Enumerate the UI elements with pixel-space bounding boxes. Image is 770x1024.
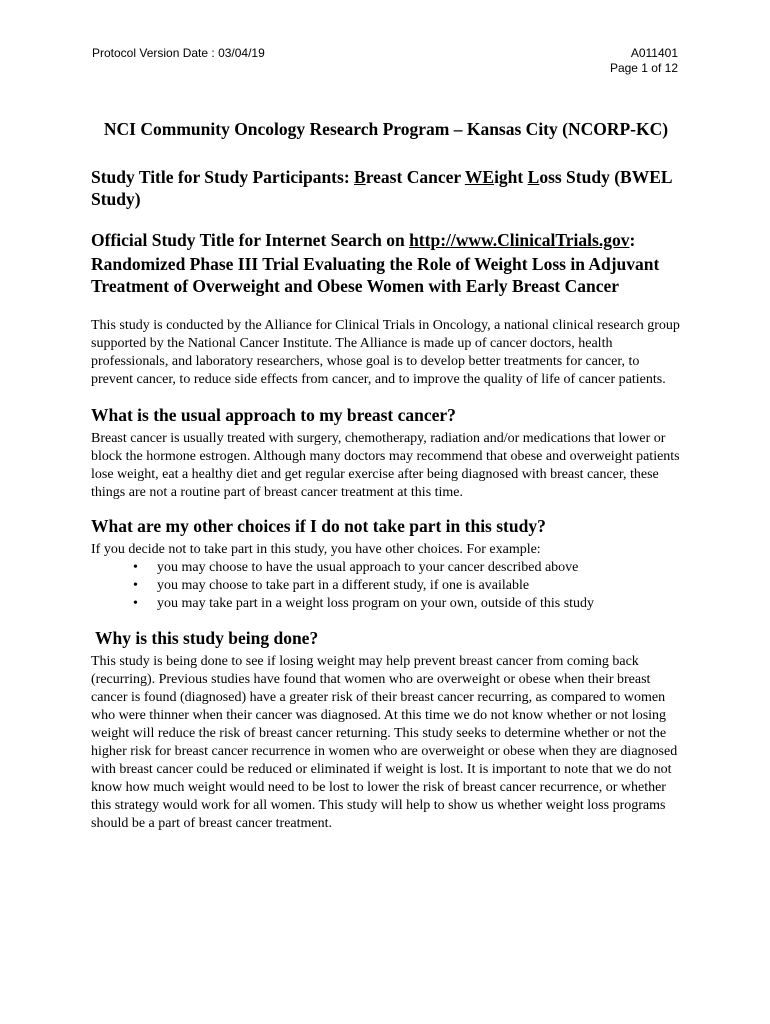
study-title-we: WE (464, 167, 495, 187)
protocol-version-date: Protocol Version Date : 03/04/19 (92, 46, 265, 60)
official-title-line (91, 229, 681, 251)
bullet-icon: • (133, 578, 138, 593)
official-study-name: Randomized Phase III Trial Evaluating the Role of Weight Loss in Adjuvant Treatment of Overweight and Obese Women with Early Breast Cancer (91, 254, 660, 296)
study-title-prefix: Study Title for Study Participants: (91, 167, 355, 187)
list-item (133, 595, 681, 613)
clinicaltrials-link[interactable]: http://www.ClinicalTrials.gov (409, 230, 630, 250)
study-title-end: oss Study (BWEL Study) (91, 167, 672, 209)
list-item (133, 577, 681, 595)
study-title-mid1: reast Cancer (365, 167, 465, 187)
bullet-icon: • (133, 560, 138, 575)
study-title-mid2: ight (494, 167, 528, 187)
page-number: Page 1 of 12 (609, 61, 678, 75)
organization-title: NCI Community Oncology Research Program – Kansas City (NCORP-KC) (103, 119, 669, 139)
study-title (91, 166, 681, 210)
usual-approach-body: Breast cancer is usually treated with surgery, chemotherapy, radiation and/or medications that lower or block the hormone estrogen. Although many doctors may recommend that obese and overweight patients lose weight, eat a healthy diet and get regular exercise after being diagnosed with breast cancer, these things are not a routine part of breast cancer treatment at this time. (91, 431, 680, 500)
protocol-id: A011401 (630, 46, 678, 60)
study-title-b: B (354, 167, 366, 187)
list-item-text: you may choose to take part in a different study, if one is available (157, 578, 530, 593)
list-item-text: you may choose to have the usual approach to your cancer described above (157, 560, 579, 575)
bullet-icon: • (133, 596, 138, 611)
official-title-suffix: : (629, 230, 636, 250)
other-choices-body: If you decide not to take part in this study, you have other choices. For example: (91, 542, 541, 557)
official-title-prefix: Official Study Title for Internet Search on (91, 230, 410, 250)
study-title-l: L (527, 167, 540, 187)
usual-approach-heading: What is the usual approach to my breast cancer? (91, 405, 456, 425)
why-study-heading: Why is this study being done? (95, 628, 319, 648)
document-body (91, 118, 681, 833)
intro-paragraph: This study is conducted by the Alliance for Clinical Trials in Oncology, a national clinical research group supported by the National Cancer Institute. The Alliance is made up of cancer doctors, health professionals, and laboratory researchers, whose goal is to develop better treatments for cancer, to prevent cancer, to reduce side effects from cancer, and to improve the quality of life of cancer patients. (91, 318, 680, 387)
other-choices-list (91, 559, 681, 613)
why-study-body: This study is being done to see if losing weight may help prevent breast cancer from coming back (recurring). Previous studies have found that women who are overweight or obese when their breast cancer is found (diagnosed) have a greater risk of their breast cancer recurring, as compared to women who were thinner when their cancer was diagnosed. At this time we do not know whether or not losing weight will reduce the risk of breast cancer returning. This study seeks to determine whether or not the higher risk for breast cancer recurrence in women who are overweight or obese when they are diagnosed with breast cancer could be reduced or eliminated if weight is lost. It is important to note that we do not know how much weight would need to be lost to lower the risk of breast cancer recurrence, or whether this strategy would work for all women. This study will help to show us whether weight loss programs should be a part of breast cancer treatment. (91, 654, 678, 831)
list-item-text: you may take part in a weight loss program on your own, outside of this study (157, 596, 595, 611)
other-choices-heading: What are my other choices if I do not take part in this study? (91, 516, 546, 536)
list-item (133, 559, 681, 577)
page-header-right (610, 46, 678, 76)
